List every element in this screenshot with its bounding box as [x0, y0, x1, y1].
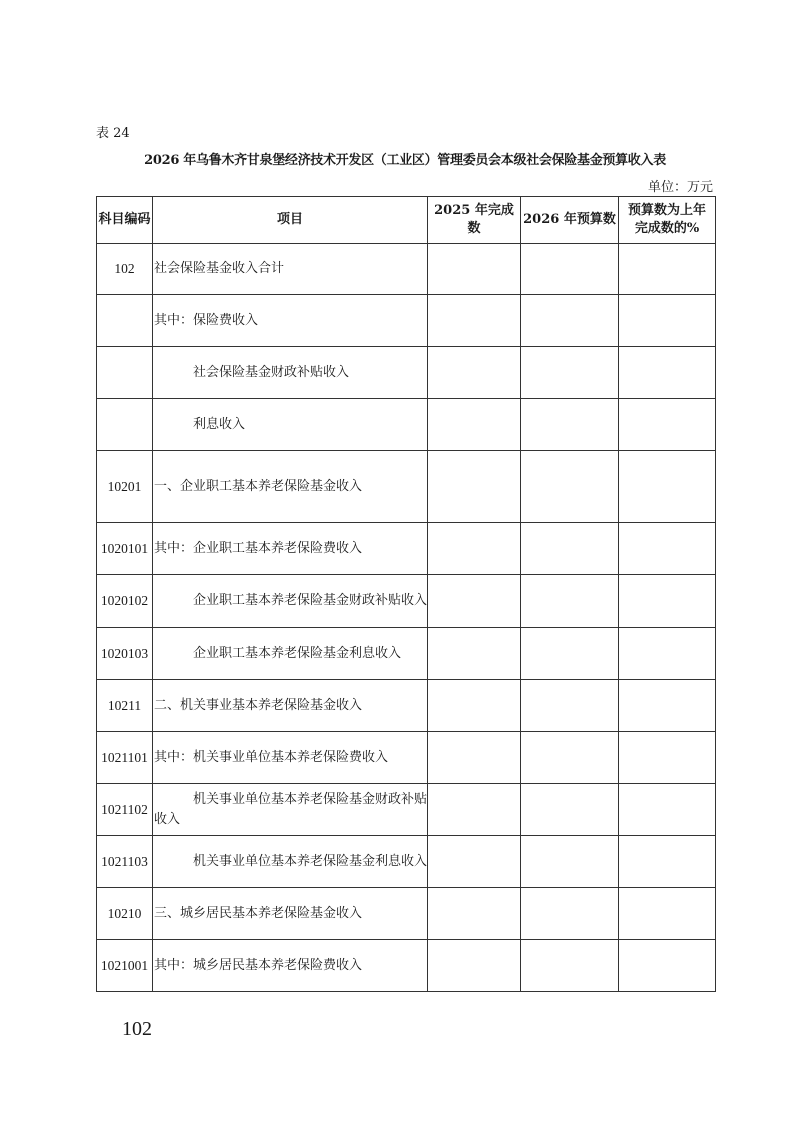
cell-budget-2026 [521, 888, 619, 940]
cell-item [153, 347, 428, 399]
item-label: 企业职工基本养老保险基金财政补贴收入 [193, 593, 428, 608]
cell-budget-2026 [521, 244, 619, 295]
cell-ratio [619, 836, 716, 888]
table-row [97, 680, 716, 732]
cell-item [153, 244, 428, 295]
item-label: 利息收入 [193, 416, 246, 432]
item-label: 机关事业单位基本养老保险基金利息收入 [193, 853, 428, 869]
item-label: 机关事业单位基本养老保险基金财政补贴收入 [154, 791, 428, 827]
table-row [97, 523, 716, 575]
header-item: 项目 [153, 197, 428, 244]
cell-code: 10201 [97, 451, 153, 523]
page-title: 2026 年乌鲁木齐甘泉堡经济技术开发区（工业区）管理委员会本级社会保险基金预算收入表 [144, 153, 666, 168]
header-ratio [619, 197, 716, 244]
unit-label: 单位：万元 [647, 180, 713, 195]
cell-budget-2026 [521, 295, 619, 347]
cell-ratio [619, 628, 716, 680]
item-label: 社会保险基金收入合计 [154, 261, 285, 276]
table-header-row [97, 197, 716, 244]
cell-item [153, 399, 428, 451]
cell-code: 10210 [97, 888, 153, 940]
cell-actual-2025 [428, 399, 521, 451]
cell-budget-2026 [521, 399, 619, 451]
cell-budget-2026 [521, 451, 619, 523]
cell-code: 1020103 [97, 628, 153, 680]
header-budget-2026: 2026 年预算数 [521, 197, 619, 244]
item-label: 其中：企业职工基本养老保险费收入 [154, 540, 363, 556]
cell-actual-2025 [428, 347, 521, 399]
cell-budget-2026 [521, 836, 619, 888]
cell-code: 1021103 [97, 836, 153, 888]
table-row [97, 295, 716, 347]
item-label: 其中：城乡居民基本养老保险费收入 [154, 957, 363, 973]
item-label: 其中：机关事业单位基本养老保险费收入 [154, 749, 389, 765]
cell-actual-2025 [428, 836, 521, 888]
cell-code [97, 399, 153, 451]
table-row [97, 575, 716, 628]
table-row [97, 836, 716, 888]
item-label: 二、机关事业基本养老保险基金收入 [154, 697, 363, 713]
table-row [97, 888, 716, 940]
cell-code: 1021001 [97, 940, 153, 992]
cell-ratio [619, 784, 716, 836]
cell-code [97, 295, 153, 347]
cell-actual-2025 [428, 244, 521, 295]
cell-ratio [619, 940, 716, 992]
cell-item [153, 836, 428, 888]
table-row [97, 784, 716, 836]
cell-actual-2025 [428, 940, 521, 992]
cell-ratio [619, 347, 716, 399]
cell-budget-2026 [521, 680, 619, 732]
cell-budget-2026 [521, 575, 619, 628]
cell-actual-2025 [428, 732, 521, 784]
cell-item [153, 784, 428, 836]
table-number: 表 24 [96, 126, 130, 141]
cell-budget-2026 [521, 523, 619, 575]
cell-budget-2026 [521, 628, 619, 680]
table-row [97, 399, 716, 451]
cell-item [153, 575, 428, 628]
cell-item [153, 628, 428, 680]
item-label: 社会保险基金财政补贴收入 [193, 364, 350, 380]
cell-item [153, 940, 428, 992]
item-label: 一、企业职工基本养老保险基金收入 [154, 478, 363, 494]
cell-budget-2026 [521, 784, 619, 836]
cell-ratio [619, 732, 716, 784]
cell-item [153, 295, 428, 347]
cell-item [153, 732, 428, 784]
cell-ratio [619, 523, 716, 575]
cell-code: 102 [97, 244, 153, 295]
cell-ratio [619, 888, 716, 940]
cell-budget-2026 [521, 347, 619, 399]
cell-code: 10211 [97, 680, 153, 732]
page-number: 102 [122, 1018, 152, 1040]
header-actual-2025: 2025 年完成数 [428, 197, 521, 244]
item-label: 三、城乡居民基本养老保险基金收入 [154, 905, 363, 921]
table-row [97, 732, 716, 784]
cell-budget-2026 [521, 732, 619, 784]
cell-ratio [619, 399, 716, 451]
cell-item [153, 888, 428, 940]
cell-code: 1020102 [97, 575, 153, 628]
cell-ratio [619, 295, 716, 347]
header-ratio-line2: 完成数的% [634, 221, 700, 236]
table-row [97, 244, 716, 295]
cell-item [153, 451, 428, 523]
cell-actual-2025 [428, 451, 521, 523]
cell-item [153, 680, 428, 732]
cell-code: 1021102 [97, 784, 153, 836]
table-row [97, 347, 716, 399]
cell-actual-2025 [428, 295, 521, 347]
table-row [97, 451, 716, 523]
cell-actual-2025 [428, 628, 521, 680]
cell-code [97, 347, 153, 399]
cell-actual-2025 [428, 888, 521, 940]
table-row [97, 628, 716, 680]
cell-ratio [619, 244, 716, 295]
cell-code: 1021101 [97, 732, 153, 784]
cell-actual-2025 [428, 575, 521, 628]
cell-item [153, 523, 428, 575]
cell-actual-2025 [428, 680, 521, 732]
revenue-table [96, 196, 716, 992]
cell-code: 1020101 [97, 523, 153, 575]
table-row [97, 940, 716, 992]
header-code: 科目编码 [97, 197, 153, 244]
cell-ratio [619, 451, 716, 523]
cell-actual-2025 [428, 784, 521, 836]
header-ratio-line1: 预算数为上年 [627, 203, 706, 218]
item-label: 其中：保险费收入 [154, 312, 259, 328]
cell-ratio [619, 680, 716, 732]
cell-actual-2025 [428, 523, 521, 575]
cell-ratio [619, 575, 716, 628]
cell-budget-2026 [521, 940, 619, 992]
item-label: 企业职工基本养老保险基金利息收入 [193, 645, 402, 661]
